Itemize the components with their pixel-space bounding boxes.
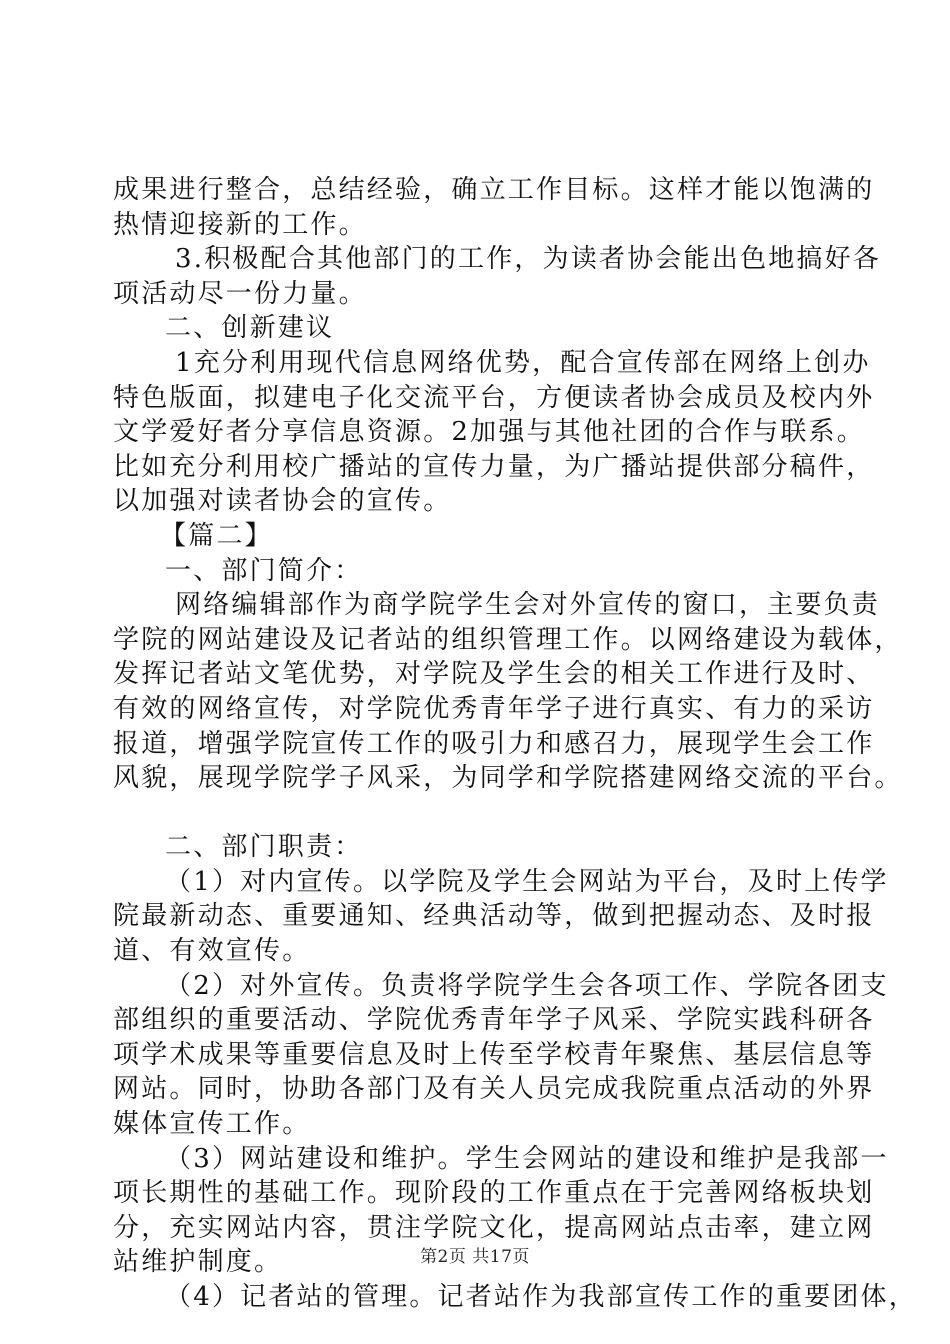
text-line: 媒体宣传工作。 [113,1109,311,1140]
text-line: （4）记者站的管理。记者站作为我部宣传工作的重要团体， [165,1282,917,1312]
text-line: 3.积极配合其他部门的工作，为读者协会能出色地搞好各 [175,244,882,275]
text-line: 道、有效宣传。 [113,936,311,967]
text-line: 有效的网络宣传，对学院优秀青年学子进行真实、有力的采访 [113,693,875,724]
text-line: 二、部门职责： [165,832,363,863]
text-line: 【篇二】 [160,520,273,551]
text-line: 部组织的重要活动、学院优秀青年学子风采、学院实践科研各 [113,1005,875,1036]
text-line: 网站。同时，协助各部门及有关人员完成我院重点活动的外界 [113,1074,875,1105]
text-line: 热情迎接新的工作。 [113,209,367,240]
text-line: （1）对内宣传。以学院及学生会网站为平台，及时上传学 [165,866,889,897]
text-line: 特色版面，拟建电子化交流平台，方便读者协会成员及校内外 [113,382,875,413]
text-line: 学院的网站建设及记者站的组织管理工作。以网络建设为载体， [113,624,903,655]
text-line: 项活动尽一份力量。 [113,278,367,309]
text-line: 站维护制度。 [113,1247,283,1278]
text-line: 二、创新建议 [165,313,335,344]
text-line: 以加强对读者协会的宣传。 [113,486,452,517]
page-number-label: 第2页 共17页 [420,1247,530,1267]
text-line: 1充分利用现代信息网络优势，配合宣传部在网络上创办 [175,347,871,378]
text-line: 发挥记者站文笔优势，对学院及学生会的相关工作进行及时、 [113,659,875,690]
document-body [113,173,917,1315]
text-line: 报道，增强学院宣传工作的吸引力和感召力，展现学生会工作 [113,728,875,759]
text-line: 一、部门简介： [165,555,363,586]
text-line: 网络编辑部作为商学院学生会对外宣传的窗口，主要负责 [175,590,881,621]
text-line: 项长期性的基础工作。现阶段的工作重点在于完善网络板块划 [113,1178,875,1209]
page-footer [0,1242,950,1267]
text-line: 分，充实网站内容，贯注学院文化，提高网站点击率，建立网 [113,1212,875,1243]
text-line: 风貌，展现学院学子风采，为同学和学院搭建网络交流的平台。 [113,763,903,794]
text-line: （2）对外宣传。负责将学院学生会各项工作、学院各团支 [165,970,889,1001]
text-line: 文学爱好者分享信息资源。2加强与其他社团的合作与联系。 [113,417,865,448]
text-line: （3）网站建设和维护。学生会网站的建设和维护是我部一 [165,1143,889,1174]
text-line: 成果进行整合，总结经验，确立工作目标。这样才能以饱满的 [113,175,875,205]
blank-line [113,796,835,831]
text-line: 项学术成果等重要信息及时上传至学校青年聚焦、基层信息等 [113,1039,875,1070]
text-line: 院最新动态、重要通知、经典活动等，做到把握动态、及时报 [113,901,875,932]
text-line: 比如充分利用校广播站的宣传力量，为广播站提供部分稿件， [113,451,875,482]
